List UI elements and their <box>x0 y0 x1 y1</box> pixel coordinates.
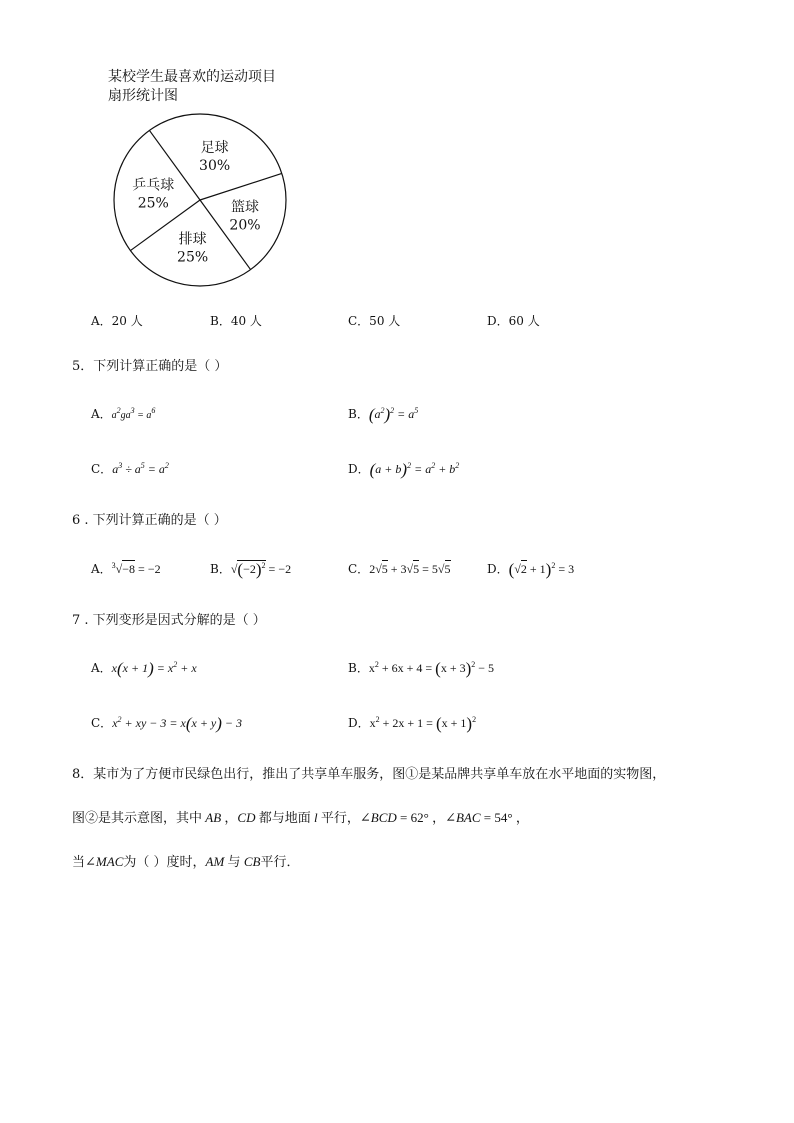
q6-stem: 6 . 下列计算正确的是（ ） <box>72 513 227 528</box>
q8-line-3-text-c: 与 <box>227 855 241 870</box>
chart-title: 某校学生最喜欢的运动项目 <box>108 69 276 85</box>
q4-option-d: D．60 人 <box>487 314 540 328</box>
q6-option-d: D．$(√2 + 1)^2 = 3$ <box>487 560 575 579</box>
q7-option-b-label: B． <box>348 661 369 675</box>
q8-line-2-text-c: 平行， <box>320 811 360 826</box>
pie-slice-value: 20% <box>229 217 261 234</box>
q6-option-c-label: C． <box>348 562 370 576</box>
q8-line-3-text-a: 当 <box>72 855 86 870</box>
q8-line-3: 当∠MAC为（ ）度时，AM 与 CB平行． <box>72 854 300 870</box>
q8-line-3-text-b: 为（ ）度时， <box>123 855 206 870</box>
q7-option-b: B．$x^2 + 6x + 4 = (x + 3)^2 - 5$ <box>348 659 495 678</box>
pie-slice-value: 25% <box>137 195 169 212</box>
q6-option-d-label: D． <box>487 562 509 576</box>
q5-option-d-label: D． <box>348 462 370 476</box>
q5-option-b-label: B． <box>348 407 369 421</box>
q5-option-d: D．$(a + b)^2 = a^2 + b^2$ <box>348 460 460 479</box>
q7-option-a: A．$x(x + 1) = x^2 + x$ <box>91 659 197 678</box>
q7-option-d-label: D． <box>348 716 370 730</box>
pie-chart <box>110 110 290 290</box>
q7-option-c: C．$x^2$ + xy − 3 = x(x + y) − 3 <box>91 714 243 733</box>
chart-subtitle: 扇形统计图 <box>108 88 178 104</box>
q5-option-b: B．$(a^2)^2 = a^5$ <box>348 405 419 424</box>
q8-line-2-text-b: 都与地面 <box>258 811 311 826</box>
pie-slice-value: 25% <box>177 249 209 266</box>
q4-option-a: A．20 人 <box>91 314 143 328</box>
pie-slice-label: 排球 <box>178 231 207 248</box>
pie-slice-label: 乒乓球 <box>132 177 175 194</box>
q4-option-c: C．50 人 <box>348 314 401 328</box>
q7-stem: 7 . 下列变形是因式分解的是（ ） <box>72 613 266 628</box>
q6-option-a-label: A． <box>91 562 112 576</box>
q8-line-3-text-d: 平行． <box>260 855 300 870</box>
q4-option-b: B．40 人 <box>210 314 262 328</box>
q8-line-2: 图②是其示意图，其中 AB ，CD 都与地面 l 平行，∠BCD = 62° ，∠BAC = 54° ， <box>72 810 529 826</box>
q7-option-c-label: C． <box>91 716 113 730</box>
q6-option-b: B．$√(-2)^2 = -2$ <box>210 560 292 579</box>
q8-line-1: 8．某市为了方便市民绿色出行，推出了共享单车服务，图①是某品牌共享单车放在水平地面的实物图， <box>72 767 666 782</box>
q5-stem: 5．下列计算正确的是（ ） <box>72 359 228 374</box>
q7-option-a-label: A． <box>91 661 112 675</box>
q8-line-2-text-a: 图②是其示意图，其中 <box>72 811 203 826</box>
q6-option-c: C．2√5 + 3√5 = 5√5 <box>348 562 451 576</box>
q5-option-c: C．$a^3 \div a^5 = a^2$ <box>91 461 169 476</box>
q6-option-a: A．$^3$√−8 = −2 <box>91 561 161 576</box>
q7-option-d: D．$x^2 + 2x + 1 = (x + 1)^2$ <box>348 714 477 733</box>
pie-slice-label: 篮球 <box>230 199 259 216</box>
q5-option-c-label: C． <box>91 462 113 476</box>
q5-option-a: A．$a^2ga^3 = a^6$ <box>91 406 156 421</box>
pie-slice-value: 30% <box>199 158 231 175</box>
pie-slice-label: 足球 <box>200 140 229 157</box>
q6-option-b-label: B． <box>210 562 231 576</box>
q5-option-a-label: A． <box>91 407 112 421</box>
